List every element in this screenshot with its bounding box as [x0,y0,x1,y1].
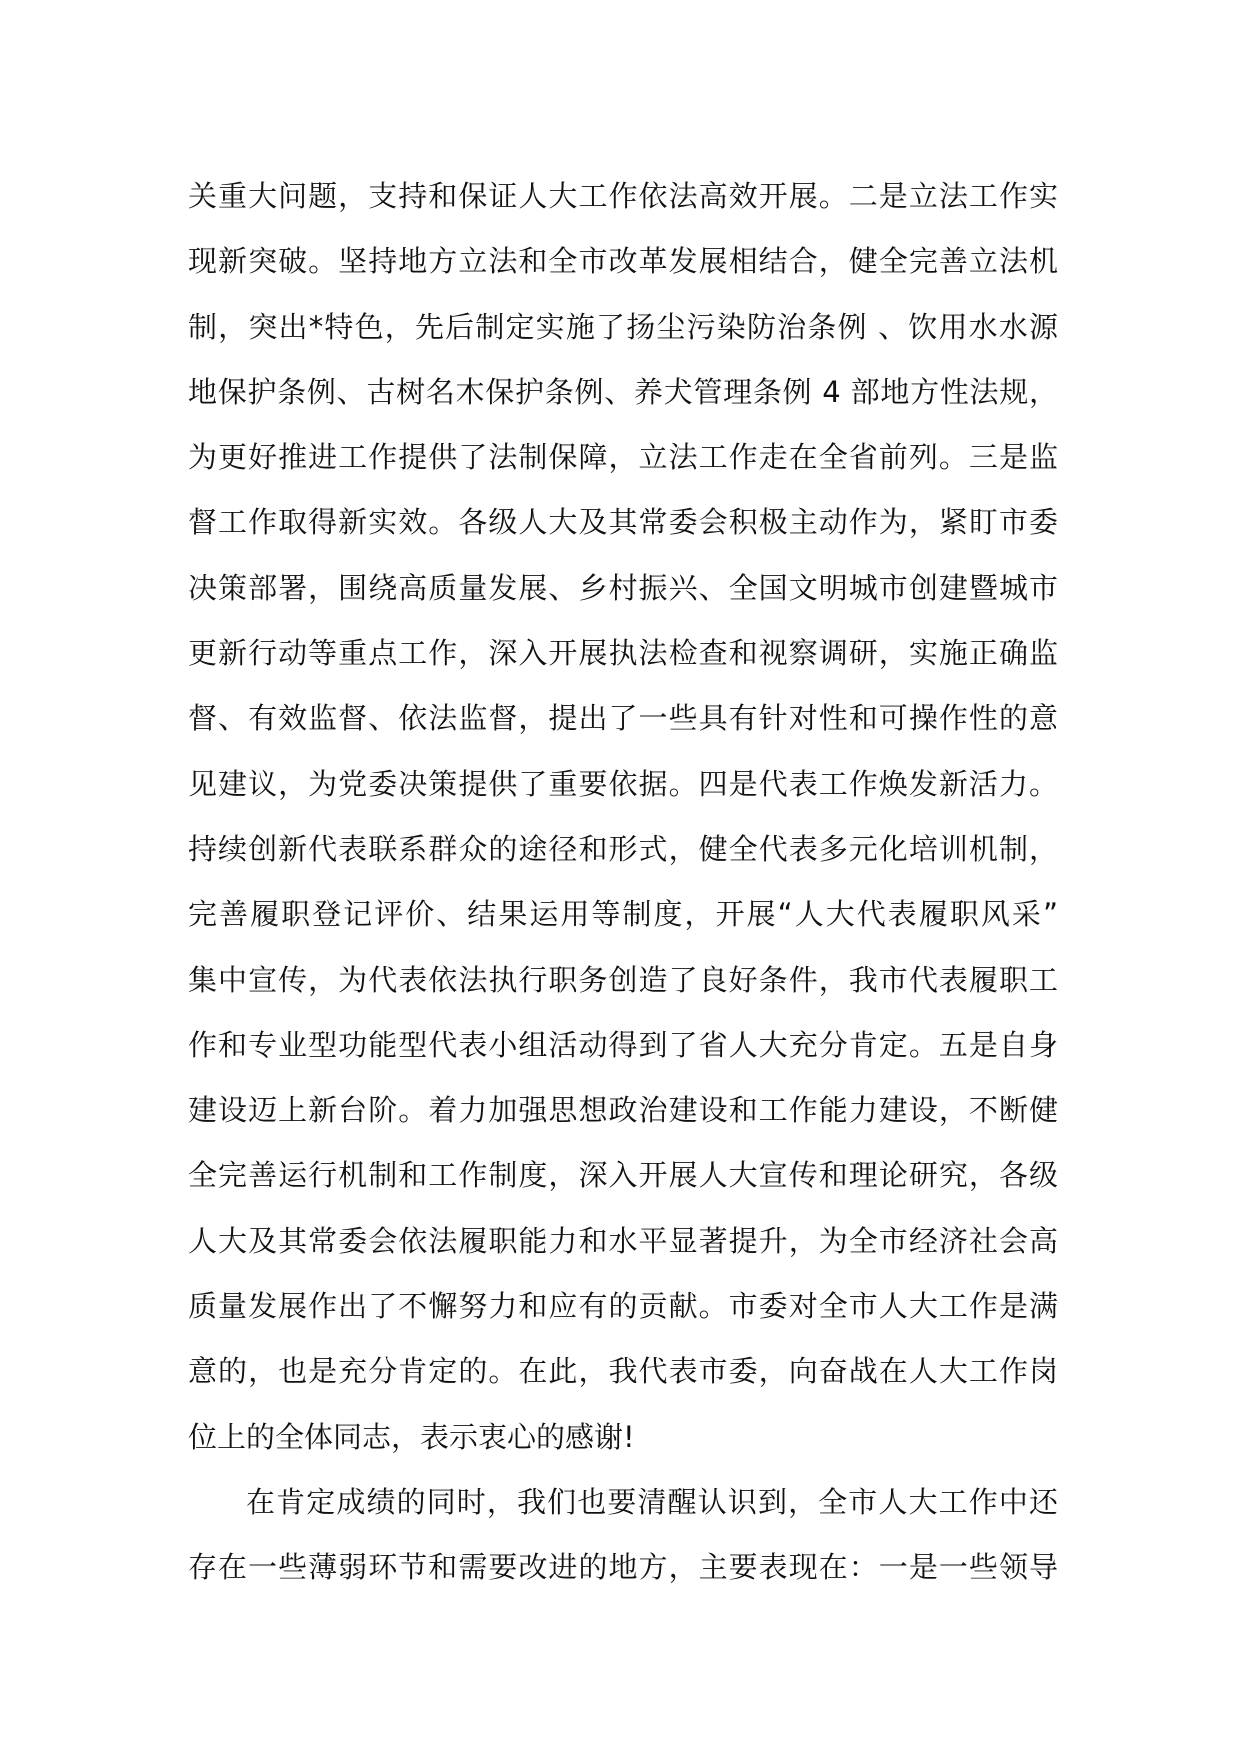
text-line: 关重大问题，支持和保证人大工作依法高效开展。二是立法工作实 [188,179,1058,213]
text-line: 作和专业型功能型代表小组活动得到了省人大充分肯定。五是自身 [188,1027,1058,1062]
text-line: 在肯定成绩的同时，我们也要清醒认识到，全市人大工作中还 [246,1484,1058,1519]
text-line: 见建议，为党委决策提供了重要依据。四是代表工作焕发新活力。 [188,766,1058,801]
text-line: 人大及其常委会依法履职能力和水平显著提升，为全市经济社会高 [188,1223,1058,1258]
text-line: 决策部署，围绕高质量发展、乡村振兴、全国文明城市创建暨城市 [188,570,1058,605]
document-body [188,164,1058,1601]
text-line: 督、有效监督、依法监督，提出了一些具有针对性和可操作性的意 [188,701,1058,736]
text-line: 建设迈上新台阶。着力加强思想政治建设和工作能力建设，不断健 [188,1093,1058,1128]
text-line: 督工作取得新实效。各级人大及其常委会积极主动作为，紧盯市委 [188,505,1058,540]
text-line: 存在一些薄弱环节和需要改进的地方，主要表现在：一是一些领导 [188,1550,1058,1585]
text-line: 位上的全体同志，表示衷心的感谢! [188,1419,635,1454]
text-line: 质量发展作出了不懈努力和应有的贡献。市委对全市人大工作是满 [188,1289,1058,1324]
text-line: 更新行动等重点工作，深入开展执法检查和视察调研，实施正确监 [188,636,1058,671]
text-line: 为更好推进工作提供了法制保障，立法工作走在全省前列。三是监 [188,440,1058,475]
text-line: 集中宣传，为代表依法执行职务创造了良好条件，我市代表履职工 [188,962,1058,997]
text-line: 全完善运行机制和工作制度，深入开展人大宣传和理论研究，各级 [188,1158,1058,1193]
text-line: 持续创新代表联系群众的途径和形式，健全代表多元化培训机制， [188,831,1058,866]
text-line: 地保护条例、古树名木保护条例、养犬管理条例 4 部地方性法规， [188,374,1058,409]
text-line: 制，突出*特色，先后制定实施了扬尘污染防治条例 、饮用水水源 [188,309,1058,344]
text-line: 现新突破。坚持地方立法和全市改革发展相结合，健全完善立法机 [188,244,1058,279]
text-line: 意的，也是充分肯定的。在此，我代表市委，向奋战在人大工作岗 [188,1354,1058,1389]
text-line: 完善履职登记评价、结果运用等制度，开展“人大代表履职风采” [188,897,1058,932]
